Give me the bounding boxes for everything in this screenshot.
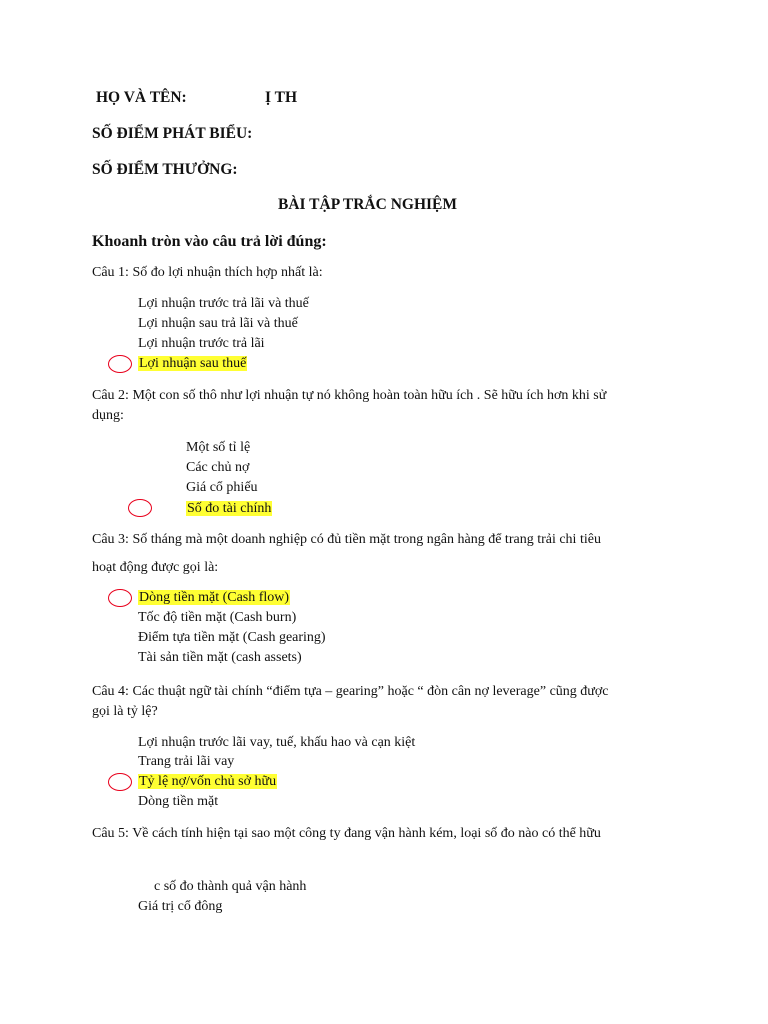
speaking-points-label: SỐ ĐIỂM PHÁT BIỂU: (92, 125, 253, 142)
q2-answer-circle-icon (128, 499, 152, 517)
instruction: Khoanh tròn vào câu trả lời đúng: (92, 233, 327, 250)
q3-option-a (138, 589, 290, 607)
question-2-text-line1: Câu 2: Một con số thô như lợi nhuận tự nó không hoàn toàn hữu ích . Sẽ hữu ích hơn khi sử (92, 388, 607, 403)
q3-option-b: Tốc độ tiền mặt (Cash burn) (138, 610, 297, 625)
q4-answer-circle-icon (108, 773, 132, 791)
question-4-text-line2: gọi là tỷ lệ? (92, 704, 158, 719)
q2-option-c: Giá cổ phiếu (186, 480, 258, 495)
q5-option-b: Giá trị cổ đông (138, 899, 223, 914)
question-2-text-line2: dụng: (92, 408, 124, 423)
q4-option-c (138, 773, 277, 791)
question-4-text-line1: Câu 4: Các thuật ngữ tài chính “điểm tựa – gearing” hoặc “ đòn cân nợ leverage” cũng được (92, 684, 609, 699)
q5-option-a: c số đo thành quả vận hành (154, 879, 307, 894)
q1-option-a: Lợi nhuận trước trả lãi và thuế (138, 296, 309, 311)
q1-selected-answer: Lợi nhuận sau thuế (139, 356, 247, 371)
q1-option-b: Lợi nhuận sau trả lãi và thuế (138, 316, 298, 331)
q1-option-c: Lợi nhuận trước trả lãi (138, 336, 265, 351)
question-5-text: Câu 5: Về cách tính hiện tại sao một công ty đang vận hành kém, loại số đo nào có thể hữu (92, 826, 601, 841)
q1-option-d (138, 355, 247, 373)
name-value: Ị TH (265, 89, 298, 106)
q2-option-d (186, 500, 272, 518)
page-title: BÀI TẬP TRẮC NGHIỆM (278, 196, 457, 213)
question-3-text-line2: hoạt động được gọi là: (92, 560, 219, 575)
q2-option-b: Các chủ nợ (186, 460, 250, 475)
q4-option-b: Trang trải lãi vay (138, 754, 235, 769)
name-label: HỌ VÀ TÊN: (96, 89, 187, 106)
bonus-points-label: SỐ ĐIỂM THƯỞNG: (92, 161, 238, 178)
question-3-text-line1: Câu 3: Số tháng mà một doanh nghiệp có đủ tiền mặt trong ngân hàng để trang trải chi tiêu (92, 532, 601, 547)
q2-selected-answer: Số đo tài chính (187, 501, 272, 516)
q3-option-d: Tài sản tiền mặt (cash assets) (138, 650, 302, 665)
q4-option-d: Dòng tiền mặt (138, 794, 219, 809)
q1-answer-circle-icon (108, 355, 132, 373)
question-1-text: Câu 1: Số đo lợi nhuận thích hợp nhất là: (92, 265, 323, 280)
q4-option-a: Lợi nhuận trước lãi vay, tuế, khấu hao và cạn kiệt (138, 735, 416, 750)
q3-option-c: Điểm tựa tiền mặt (Cash gearing) (138, 630, 326, 645)
q3-selected-answer: Dòng tiền mặt (Cash flow) (139, 590, 290, 605)
q4-selected-answer: Tỷ lệ nợ/vốn chủ sở hữu (139, 774, 277, 789)
q3-answer-circle-icon (108, 589, 132, 607)
q2-option-a: Một số tỉ lệ (186, 440, 251, 455)
